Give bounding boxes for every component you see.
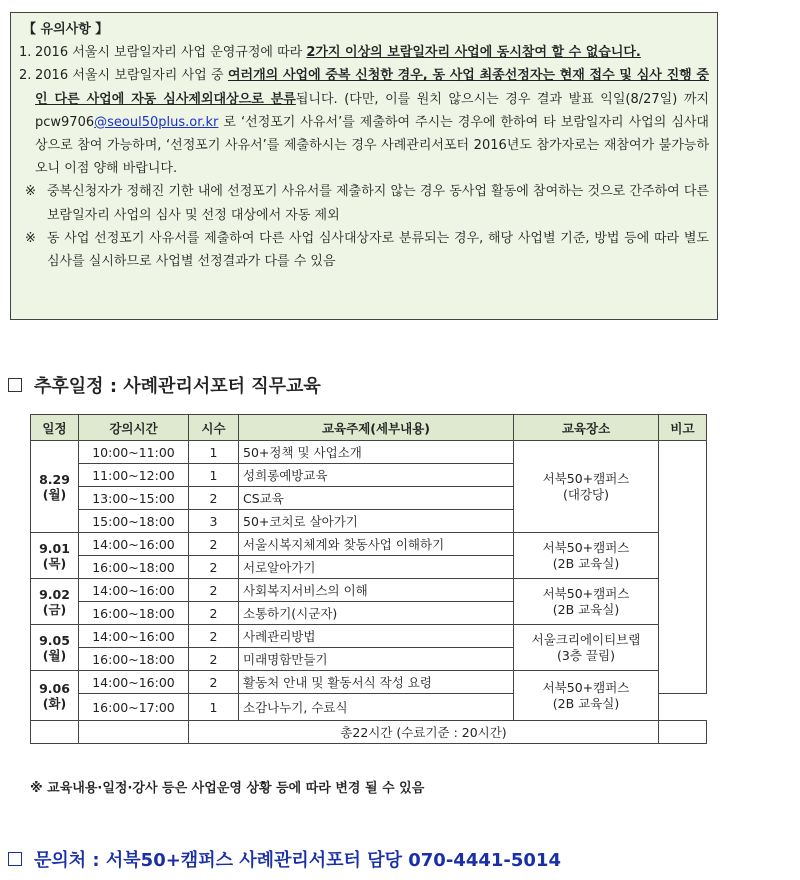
time-cell: 11:00~12:00	[79, 464, 189, 487]
hours-cell: 2	[189, 533, 239, 556]
place-name: 서북50+캠퍼스	[542, 470, 630, 486]
date-cell	[31, 579, 79, 625]
time-cell: 15:00~18:00	[79, 510, 189, 533]
place-room: (3층 끌림)	[557, 647, 615, 663]
date-value: 9.02	[39, 586, 70, 602]
hours-cell: 2	[189, 625, 239, 648]
notice-item-2-num: 2.	[19, 68, 32, 84]
notice-item-2-detail-end: 로 ‘선정포기 사유서’를 제출하여 주시는 경우에 한하여 타 보람일자리 사업의 심사대상으로 참여 가능하며, ‘선정포기 사유서’를 제출하시는 경우 사례관리서포터 2016년도 참가자로는 재참여가 불가능하오니 이점 양해 바랍니다.	[35, 114, 709, 177]
date-value: 9.05	[39, 632, 70, 648]
reference-mark: ※	[25, 230, 36, 246]
notice-item-1-emphasis: 2가지 이상의 보람일자리 사업에 동시참여 할 수 없습니다.	[306, 45, 641, 61]
time-cell: 14:00~16:00	[79, 671, 189, 694]
place-room: (2B 교육실)	[552, 555, 620, 571]
empty-cell	[31, 721, 79, 744]
hours-cell: 2	[189, 556, 239, 579]
place-name: 서울크리에이티브랩	[531, 631, 641, 647]
checkbox-square-icon	[8, 378, 22, 392]
day-value: (화)	[42, 695, 67, 711]
table-row	[31, 441, 707, 464]
table-header-row	[31, 415, 707, 441]
notice-item-1-text: 2016 서울시 보람일자리 사업 운영규정에 따라	[35, 45, 307, 61]
reference-mark: ※	[25, 184, 36, 200]
table-row	[31, 671, 707, 694]
topic-cell: 소감나누기, 수료식	[239, 694, 514, 721]
place-cell	[514, 625, 659, 671]
hours-cell: 1	[189, 441, 239, 464]
place-name: 서북50+캠퍼스	[542, 539, 630, 555]
empty-cell	[79, 721, 189, 744]
time-cell: 10:00~11:00	[79, 441, 189, 464]
hours-cell: 1	[189, 694, 239, 721]
place-room: (대강당)	[563, 486, 609, 502]
table-row	[31, 533, 707, 556]
table-total-row	[31, 721, 707, 744]
notice-item-2-text: 2016 서울시 보람일자리 사업 중	[35, 68, 228, 84]
checkbox-square-icon	[8, 852, 22, 866]
section-schedule-title: 추후일정 : 사례관리서포터 직무교육	[34, 376, 321, 397]
day-value: (금)	[42, 601, 67, 617]
table-row	[31, 579, 707, 602]
notice-item-1-num: 1.	[19, 45, 32, 61]
day-value: (목)	[42, 555, 67, 571]
topic-cell: 서로알아가기	[239, 556, 514, 579]
notice-box	[10, 12, 718, 320]
topic-cell: 서울시복지체계와 찾동사업 이해하기	[239, 533, 514, 556]
notice-note-2	[19, 227, 709, 273]
time-cell: 14:00~16:00	[79, 625, 189, 648]
topic-cell: 성희롱예방교육	[239, 464, 514, 487]
header-topic: 교육주제(세부내용)	[239, 415, 514, 441]
place-cell	[514, 441, 659, 533]
place-room: (2B 교육실)	[552, 695, 620, 711]
header-hours: 시수	[189, 415, 239, 441]
date-value: 9.01	[39, 540, 70, 556]
place-name: 서북50+캠퍼스	[542, 585, 630, 601]
topic-cell: 소통하기(시군자)	[239, 602, 514, 625]
topic-cell: 50+정책 및 사업소개	[239, 441, 514, 464]
hours-cell: 2	[189, 671, 239, 694]
remarks-cell	[659, 441, 707, 694]
hours-cell: 3	[189, 510, 239, 533]
hours-cell: 2	[189, 579, 239, 602]
date-value: 9.06	[39, 680, 70, 696]
date-cell	[31, 671, 79, 721]
date-cell	[31, 441, 79, 533]
hours-cell: 2	[189, 487, 239, 510]
time-cell: 13:00~15:00	[79, 487, 189, 510]
header-place: 교육장소	[514, 415, 659, 441]
table-row	[31, 625, 707, 648]
header-remarks: 비고	[659, 415, 707, 441]
topic-cell: 사회복지서비스의 이해	[239, 579, 514, 602]
hours-cell: 1	[189, 464, 239, 487]
topic-cell: 활동처 안내 및 활동서식 작성 요령	[239, 671, 514, 694]
topic-cell: 사례관리방법	[239, 625, 514, 648]
notice-note-1-text: 중복신청자가 정해진 기한 내에 선정포기 사유서를 제출하지 않는 경우 동사업 활동에 참여하는 것으로 간주하여 다른 보람일자리 사업의 심사 및 선정 대상에서 자동 제외	[47, 184, 709, 223]
section-schedule-heading	[8, 372, 321, 398]
notice-item-2-emphasis: 여러개의 사업에 중복 신청한 경우, 동 사업 최종선정자는 현재 접수 및 심사 진행 중인 다른 사업에 자동 심사제외대상으로 분류	[35, 68, 709, 107]
schedule-footnote: ※ 교육내용·일정·강사 등은 사업운영 상황 등에 따라 변경 될 수 있음	[30, 781, 425, 796]
notice-item-2-detail: 됩니다. (다만, 이를 원치 않으시는 경우 결과 발표 익일(8/27일) 까지 pcw9706	[35, 91, 709, 130]
topic-cell: 미래명함만들기	[239, 648, 514, 671]
hours-cell: 2	[189, 602, 239, 625]
time-cell: 16:00~18:00	[79, 602, 189, 625]
notice-note-2-text: 동 사업 선정포기 사유서를 제출하여 다른 사업 심사대상자로 분류되는 경우, 해당 사업별 기준, 방법 등에 따라 별도 심사를 실시하므로 사업별 선정결과가 다를 수 있음	[47, 230, 709, 270]
day-value: (월)	[42, 647, 67, 663]
time-cell: 14:00~16:00	[79, 533, 189, 556]
date-cell	[31, 533, 79, 579]
place-cell	[514, 533, 659, 579]
date-value: 8.29	[39, 471, 70, 487]
time-cell: 16:00~18:00	[79, 648, 189, 671]
schedule-table	[30, 414, 707, 744]
notice-note-1	[19, 180, 709, 226]
total-hours-cell: 총22시간 (수료기준 : 20시간)	[189, 721, 659, 744]
date-cell	[31, 625, 79, 671]
place-cell	[514, 671, 659, 721]
header-date: 일정	[31, 415, 79, 441]
header-time: 강의시간	[79, 415, 189, 441]
place-name: 서북50+캠퍼스	[542, 679, 630, 695]
empty-cell	[659, 721, 707, 744]
place-room: (2B 교육실)	[552, 601, 620, 617]
email-link[interactable]: @seoul50plus.or.kr	[94, 114, 219, 130]
time-cell: 16:00~18:00	[79, 556, 189, 579]
topic-cell: 50+코치로 살아가기	[239, 510, 514, 533]
time-cell: 16:00~17:00	[79, 694, 189, 721]
notice-title: 【 유의사항 】	[23, 22, 109, 37]
section-contact-title: 문의처 : 서북50+캠퍼스 사례관리서포터 담당 070-4441-5014	[34, 850, 561, 871]
time-cell: 14:00~16:00	[79, 579, 189, 602]
hours-cell: 2	[189, 648, 239, 671]
day-value: (월)	[42, 486, 67, 502]
section-contact-heading	[8, 846, 561, 872]
place-cell	[514, 579, 659, 625]
notice-item-2	[19, 64, 709, 180]
notice-item-1	[19, 41, 709, 64]
topic-cell: CS교육	[239, 487, 514, 510]
